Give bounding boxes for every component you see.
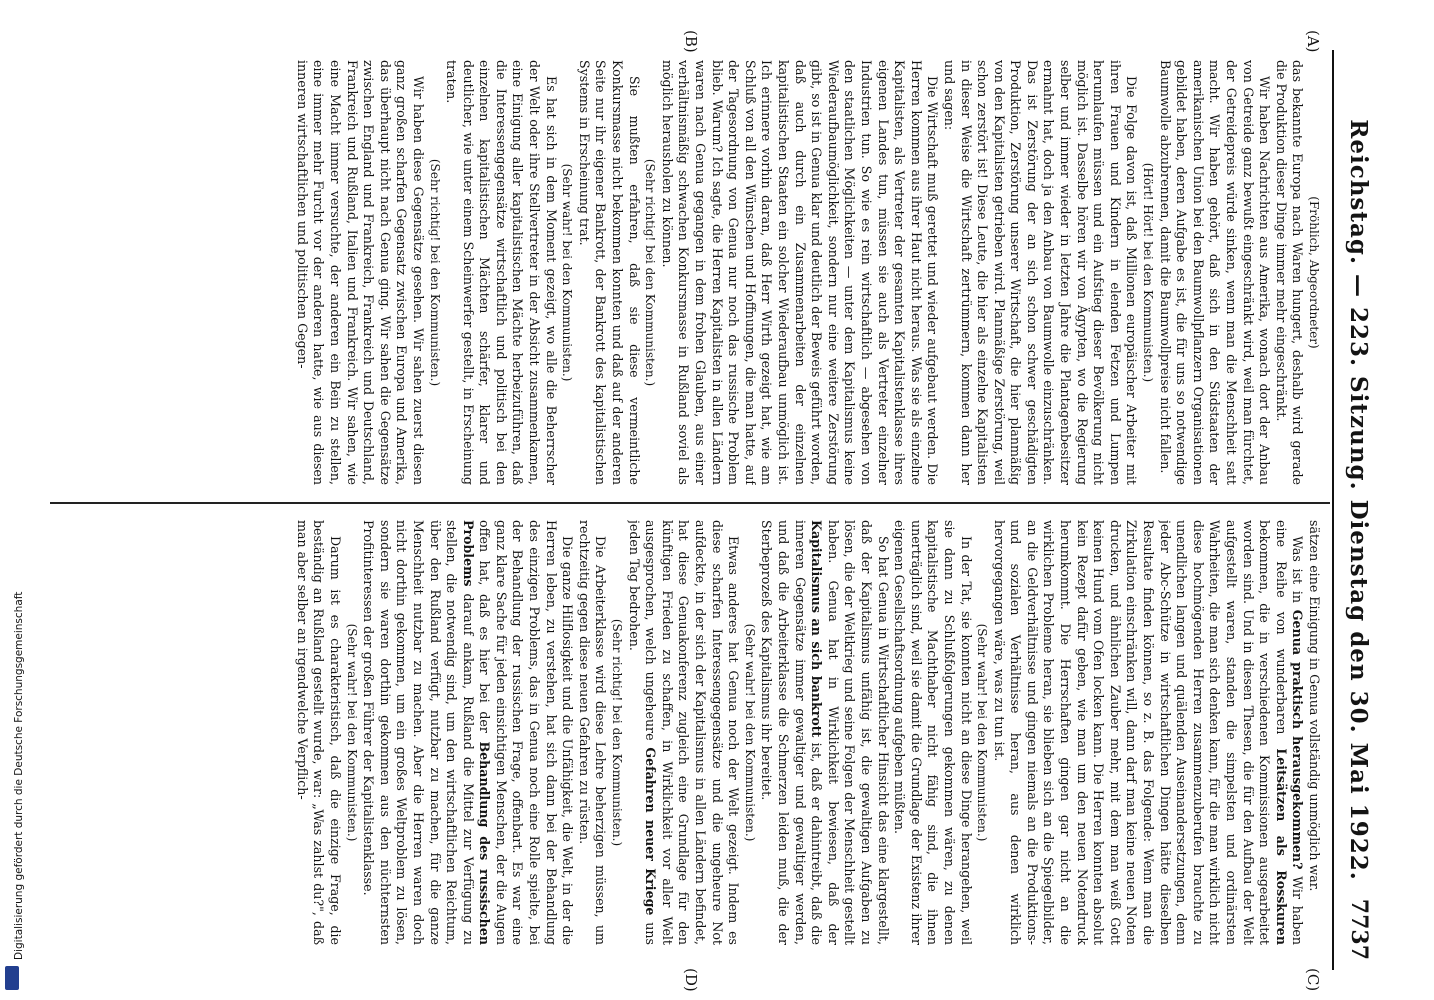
emphasis: Leitsätzen als Rosskuren <box>1273 748 1289 945</box>
text-run: uns jeden Tag bedrohen. <box>626 520 659 945</box>
paragraph <box>625 520 741 945</box>
header-rule <box>1332 50 1334 970</box>
page-number: 7737 <box>1346 898 1372 960</box>
text-run: Die ganze Hilflosigkeit und die Unfähigkeit, die Welt, in der die Herren leben, zu verstehen, hat sich dann bei der Behandlung des einzigen Problems, das in Genua noch eine Rolle spielte, bei der Behandlung der russischen Frage, offenbart. Es war eine ganz klare Sache für jeden einsichtigen Menschen, der die Augen offen hat, daß es hier bei der <box>477 520 576 945</box>
margin-mark-c: (C) <box>1304 968 1322 992</box>
column-divider <box>50 502 1330 504</box>
paragraph: Sie mußten erfahren, daß sie diese vermeintliche Konkursmasse nicht bekommen konnten und daß auf der anderen Seite nur ihr eigener Bankrott, der Bankrott des kapitalistischen Systems in Erscheinung trat. <box>576 60 642 485</box>
text-run: darauf ankam, Rußland die Mittel zur Verfügung zu stellen, die notwendig sind, um den wirtschaftlichen Reichtum, über den Rußland verfügt, nutzbar zu machen, für die ganze Menschheit nutzbar zu machen. Aber die Herren waren doch nicht dorthin gekommen, um ein großes Weltproblem zu lösen, sondern sie waren dorthin gekommen aus den nüchternsten Profitinteressen der großen Führer der Kapitalistenklasse. <box>361 520 476 945</box>
emphasis: Kapitalismus an sich bankrott <box>809 520 825 738</box>
interjection: (Sehr richtig! bei den Kommunisten.) <box>643 158 658 387</box>
emphasis: Genua praktisch herausgekommen? <box>1290 609 1306 870</box>
text-run: ist, daß er dahintreibt, daß die inneren Gegensätze immer gewaltiger und gewaltiger werden, und daß die Arbeiterklasse die Schmerzen leiden muß, die der Sterbeprozeß des Kapitalismus ihr bereitet. <box>759 520 825 945</box>
text-run: So hat Genua in Wirtschaftlicher Hinsicht das eine klargestellt, daß der Kapitalismus unfähig ist, die gewaltigen Aufgaben zu lösen, die der Weltkrieg und seine Folgen der Menschheit gestellt haben. Genua hat in Wirklichkeit bewiesen, daß der <box>825 520 891 945</box>
interjection: (Sehr wahr! bei den Kommunisten.) <box>975 623 990 842</box>
paragraph: In der Tat, sie konnten nicht an diese Dinge herangehen, weil sie dann zu Schlußfolgerungen gekommen wären, zu denen kapitalistische Machthaber nicht fähig sind, die ihnen unerträglich sind, weil sie damit die Grundlage der Existenz ihrer eigenen Gesellschaftsordnung aufgeben müßten. <box>892 520 974 945</box>
interjection: (Sehr wahr! bei den Kommunisten.) <box>560 163 575 382</box>
paragraph: Wir haben Nachrichten aus Amerika, wonach dort der Anbau von Getreide ganz bewußt eingeschränkt wird, weil man fürchtet, der Getreidepreis würde sinken, wenn man die Menschheit satt macht. Wir haben gehört, daß sich in den Südstaaten der amerikanischen Union bei den Baumwollpflanzern Organisationen gebildet haben, deren Aufgabe es ist, die für uns so notwendige Baumwolle abzubrennen, damit die Baumwollpreise nicht fallen. <box>1157 60 1273 485</box>
text-run: Wir haben eine Reihe von wunderbaren <box>1273 520 1306 945</box>
paragraph: Die Wirtschaft muß gerettet und wieder aufgebaut werden. Die Herren kommen aus ihrer Haut nicht heraus. Was sie als einzelne Kapitalisten, als Vertreter der gesamten Kapitalistenklasse ihres eigenen Landes tun, müssen sie auch als Vertreter einzelner Industrien tun. So wie es rein wirtschaftlich — abgesehen von den staatlichen Möglichkeiten — unter dem Kapitalismus keine Wiederaufbaumöglichkeit, sondern nur eine weitere Zerstörung gibt, so ist in Genua klar und deutlich der Beweis geführt worden, daß auch durch ein Zusammenarbeiten der einzelnen kapitalistischen Staaten ein solcher Wiederaufbau unmöglich ist. Ich erinnere vorhin daran, daß Herr Wirth gezeigt hat, wie am Schluß von all den Wünschen und Hoffnungen, die man hatte, auf der Tagesordnung von Genua nur noch das russische Problem blieb. Warum? Ich sagte, die Herren Kapitalisten in allen Ländern waren nach Genua gegangen in dem frohen Glauben, aus einer verhältnismäßig schwachen Konkursmasse in Rußland soviel als möglich herausholen zu können. <box>659 60 941 485</box>
margin-mark-b: (B) <box>682 30 700 53</box>
paragraph: Wir haben diese Gegensätze gesehen. Wir sahen zuerst diesen ganz großen scharfen Gegensatz zwischen Europa und Amerika, das überhaupt nicht nach Genua ging. Wir sahen die Gegensätze zwischen England und Frankreich, Frankreich und Deutschland, Frankreich und Rußland, Italien und Frankreich. Wir sahen, wie eine Macht immer versuchte, der anderen ein Bein zu stellen, eine immer mehr Furcht vor der anderen hatte, wie aus diesen inneren wirtschaftlichen und politischen Gegen- <box>294 60 426 485</box>
emphasis: Behandlung des russischen Problems <box>460 520 493 945</box>
interjection: (Sehr wahr! bei den Kommunisten.) <box>742 623 757 842</box>
paragraph <box>360 520 576 945</box>
left-column <box>52 60 1322 485</box>
digitization-note: Digitalisierung gefördert durch die Deutsche Forschungsgemeinschaft <box>13 591 25 960</box>
interjection: (Hört! Hört! bei den Kommunisten.) <box>1141 162 1156 383</box>
interjection: (Sehr wahr! bei den Kommunisten.) <box>344 623 359 842</box>
paragraph: Die Folge davon ist, daß Millionen europäischer Arbeiter mit ihren Frauen und Kindern in elenden Fetzen und Lumpen herumlaufen müssen und ein Aufstieg dieser Bevölkerung nicht möglich ist. Dasselbe hören wir von Ägypten, wo die Regierung selber und immer wieder in letzten Jahre die Plantagenbesitzer ermahnt hat, doch ja den Anbau von Baumwolle einzuschränken. Das ist Zerstörung der an sich schon schwer geschädigten Produktion, Zerstörung unserer Wirtschaft, die hier planmäßig von den Kapitalisten getrieben wird. Planmäßige Zerstörung, weil schon zerstört ist! Diese Leute, die hier als einzelne Kapitalisten in dieser Weise die Wirtschaft zertrümmern, kommen dann her und sagen: <box>941 60 1140 485</box>
interjection: (Sehr richtig! bei den Kommunisten.) <box>427 158 442 387</box>
paragraph: Die Arbeiterklasse wird diese Lehre beherzigen müssen, um rechtzeitig gegen diese neuen Gefahren zu rüsten. <box>576 520 609 945</box>
margin-mark-a: (A) <box>1304 30 1322 53</box>
text-run: bekommen, die in verschiedenen Kommissionen ausgearbeitet worden sind. Und in diesen Thesen, die für den Aufbau der Welt aufgestellt waren, standen die simpelsten und ordinärsten Wahrheiten, die man sich denken kann, für die man wirklich nicht diese hochmögenden Herren zusammenzuberufen brauchte zu unendlichen langen und quälenden Auseinandersetzungen, denn jeder Abc-Schütze in wirtschaftlichen Dingen hätte dieselben Resultate finden können, so z. B. das Folgende: Wenn man die Zirkulation einschränken will, dann darf man keine neuen Noten drucken, und ähnlichen Zauber mehr, mit dem man weiß Gott keinen Hund vom Ofen locken kann. Die Herren konnten absolut kein Rezept dafür geben, wie man um den neuen Notendruck herumkommt. Die Herrschaften gingen gar nicht an die wirklichen Probleme heran, sie blieben sich an die Spiegelbilder, an die Geldverhältnisse und gingen niemals an die Produktions- und sozialen Verhältnisse heran, aus denen wirklich hervorgegangen wäre, was zu tun ist. <box>991 520 1273 945</box>
right-column <box>52 520 1322 945</box>
paragraph: sätzen eine Einigung in Genua vollständig unmöglich war. <box>1307 520 1322 892</box>
paragraph <box>758 520 891 945</box>
paragraph <box>990 520 1305 945</box>
margin-mark-d: (D) <box>682 968 700 992</box>
interjection: (Fröhlich, Abgeordneter) <box>1307 196 1321 349</box>
text-run: Etwas anderes hat Genua noch der Welt gezeigt. Indem es diese scharfen Interessengegensätze und die ungeheure Not aufdeckte, in der sich der Kapitalismus in allen Ländern befindet, hat diese Genuakonferenz zugleich eine Grundlage für den künftigen Frieden zu schaffen, in Wirklichkeit vor aller Welt ausgesprochen, welch ungeheure <box>643 520 742 945</box>
emphasis: Gefahren neuer Kriege <box>643 747 659 916</box>
paragraph: Darum ist es charakteristisch, daß die einzige Frage, die beständig an Rußland gestellt wurde, war: „Was zahlst du?", daß man aber selber an irgendwelche Verpflich- <box>294 520 343 945</box>
page-title: Reichstag. — 223. Sitzung. Dienstag den 30. Mai 1922. <box>1345 119 1372 881</box>
paragraph: das bekannte Europa nach Waren hungert, deshalb wird gerade die Produktion dieser Dinge immer mehr eingeschränkt. <box>1273 60 1306 485</box>
page-header <box>1336 40 1376 960</box>
interjection: (Sehr richtig! bei den Kommunisten.) <box>610 618 625 847</box>
paragraph: Es hat sich in dem Moment gezeigt, wo alle die Beherrscher der Welt oder ihre Stellvertreter in der Absicht zusammenkamen, eine Einigung aller kapitalistischen Mächte herbeizuführen, daß die Interessengegensätze wirtschaftlich und politisch bei den einzelnen kapitalistischen Mächten schärfer, klarer und deutlicher, wie unter einem Scheinwerfer gestellt, in Erscheinung traten. <box>444 60 559 485</box>
text-run: Was ist in <box>1290 536 1306 610</box>
